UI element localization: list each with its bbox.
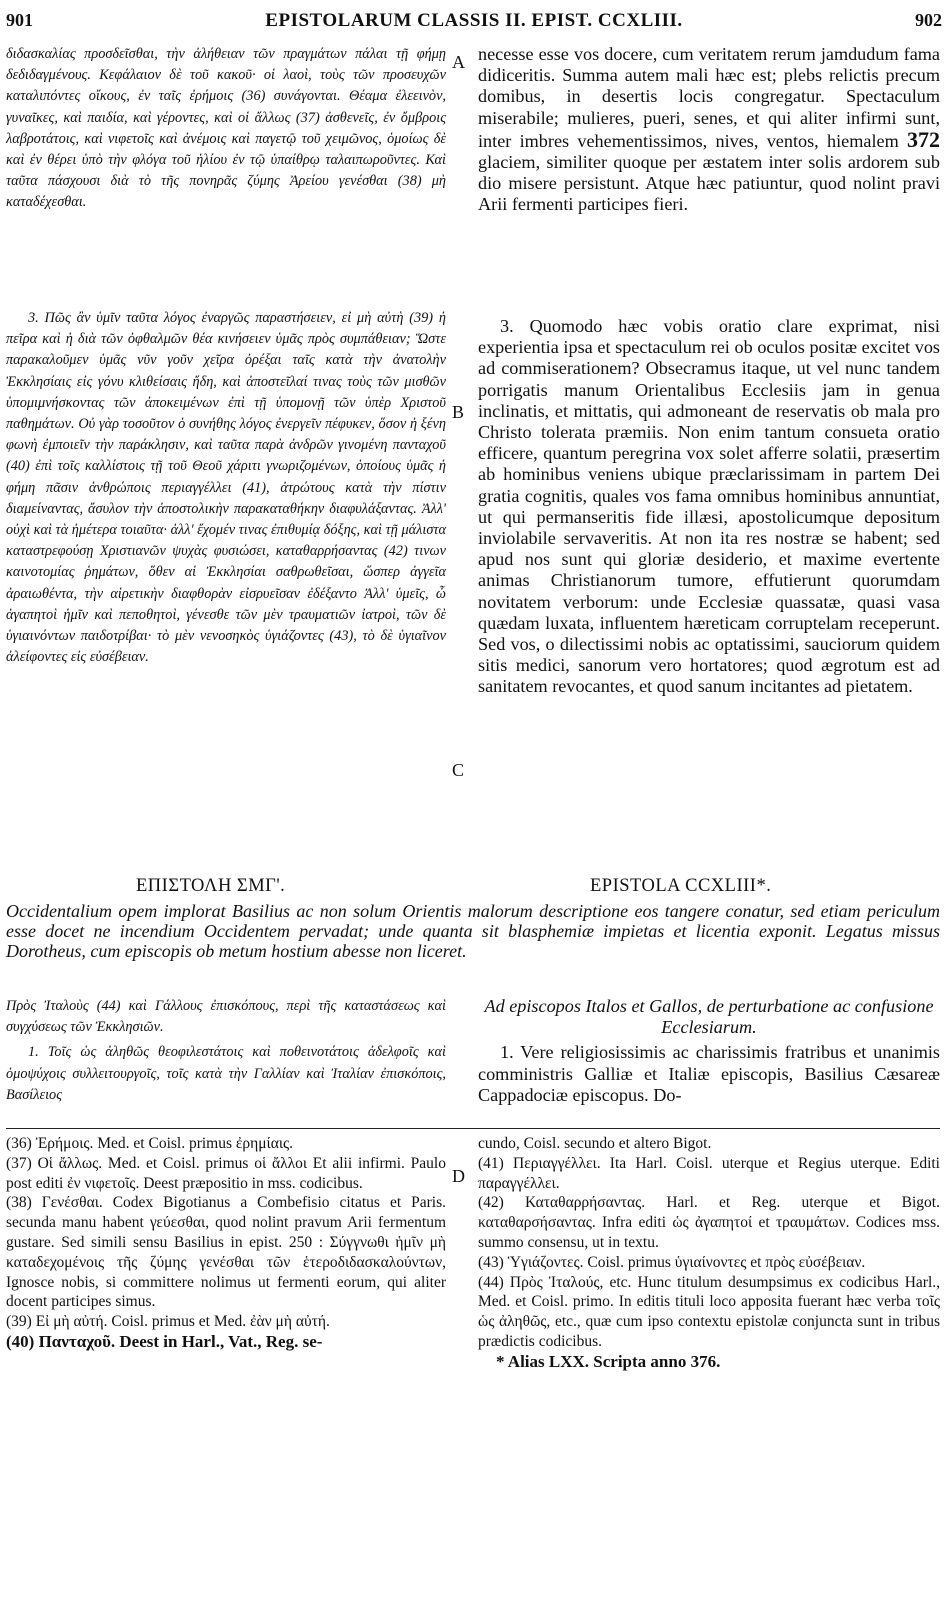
footnote: (42) Καταθαρρήσαντας. Harl. et Reg. uterque et Bigot. καταθαρσήσαντας. Infra editi ὡς ἀγαπητοί et τραυμάτων. Codices mss. summo consensu, ut in textu. (478, 1194, 940, 1251)
running-title: EPISTOLARUM CLASSIS II. EPIST. CCXLIII. (265, 10, 683, 31)
latin-address (478, 996, 940, 1106)
latin-paragraph-2 (478, 44, 940, 216)
greek-address (6, 996, 446, 1106)
page-number-right: 902 (915, 10, 942, 30)
footnote: (39) Εἰ μὴ αὐτή. Coisl. primus et Med. ἐὰν μὴ αὐτή. (6, 1313, 330, 1331)
footnote: (37) Οἱ ἄλλως. Med. et Coisl. primus οἱ ἄλλοι Et alii infirmi. Paulo post editi ἐν νιφετοῖς. Deest præpositio in mss. codicibus. (6, 1154, 446, 1192)
margin-number: 372 (907, 126, 940, 152)
address-latin: Ad episcopos Italos et Gallos, de perturbatione ac confusione Ecclesiarum. (484, 996, 934, 1038)
epistle-date-note: * Alias LXX. Scripta anno 376. (496, 1351, 721, 1371)
epistle-title-greek: ΕΠΙΣΤΟΛΗ ΣΜΓ'. (136, 876, 286, 896)
latin-text: 3. Quomodo hæc vobis oratio clare exprimat, nisi experientia ipsa et spectaculum rei ob oculos positæ excitet vos ad commiserationem? Obsecramus itaque, ut vel nunc tandem porrigatis manum Orientalibus Ecclesiis jam in genua inclinatis, et mittatis, qui admoneant de reservatis ob mala pro Christo tolerata præmiis. Non enim tantum consueta oratio efficere, quantum peregrina vox solet afferre solatii, præsertim ab hominibus veniens ubique præclarissimam in partem Dei gratia cognitis, quales vos fama omnibus hominibus annuntiat, ut qui permanseritis fide illæsi, apostolicumque depositum inviolabile servaveritis. At non ita res nostræ se habent; sed apud nos sunt qui gloriæ desiderio, et maxime evertente animas Christianorum tumore, effutierunt quorumdam novitatem verborum: unde Ecclesiæ quassatæ, quasi vasa quædam luxata, influentem hæreticam corruptelam receperunt. Sed vos, o dilectissimi nobis ac optatissimi, sauciorum quidem sitis medici, sanorum vero hortatores; quod ægrotum est ad sanitatem revocantes, et quod sanum incitantes ad pietatem. (478, 316, 940, 697)
greek-text: διδασκαλίας προσδεῖσθαι, τὴν ἀλήθειαν τῶν πραγμάτων πάλαι τῇ φήμῃ δεδιδαγμένους. Κεφάλαιον δὲ τοῦ κακοῦ· οἱ λαοὶ, τοὺς τῶν προσευχῶν καταλιπόντες οἴκους, ἐν ταῖς ἐρήμοις (36) συνάγονται. Θέαμα ἐλεεινὸν, γυναῖκες, καὶ παιδία, καὶ γέροντες, καὶ οἱ ἄλλως (37) ἀσθενεῖς, ἐν ὄμβροις λαβροτάτοις, καὶ νιφετοῖς καὶ ἀνέμοις καὶ παγετῷ τοῦ χειμῶνος, ὁμοίως δὲ καὶ ἐν θέρει ὑπὸ τὴν φλόγα τοῦ ἡλίου ἐν τῷ ὑπαίθρῳ ταλαιπωροῦντες. Καὶ ταῦτα πάσχουσι διὰ τὸ τῆς πονηρᾶς ζύμης Ἀρείου γενέσθαι (38) μὴ καταδέχεσθαι. (6, 46, 446, 211)
latin-paragraph-3 (478, 316, 940, 698)
address-greek: Πρὸς Ἰταλοὺς (44) καὶ Γάλλους ἐπισκόπους, περὶ τῆς καταστάσεως καὶ συγχύσεως τῶν Ἐκκλησιῶν. (6, 998, 446, 1036)
footnotes-left (6, 1134, 446, 1352)
footnote-rule (6, 1128, 940, 1129)
footnote: (43) Ὑγιάζοντες. Coisl. primus ὑγιαίνοντες et πρὸς εὐσέβειαν. (478, 1253, 866, 1271)
footnote: (38) Γενέσθαι. Codex Bigotianus a Combefisio citatus et Paris. secunda manu habent γεύεσθαι, quod nolint pravum Arii fermentum gustare. Sed simili sensu Basilius in epist. 250 : Σύγγνωθι ἡμῖν μὴ καταδεχομένοις τῆς ζύμης γενέσθαι τῶν ἑτεροδιδασκαλούντων, Ignosce nobis, si committere nolimus ut fermenti eorum, qui aliter docent participes simus. (6, 1194, 446, 1311)
margin-letter-d: D (452, 1166, 465, 1186)
opening-latin: 1. Vere religiosissimis ac charissimis fratribus et unanimis comministris Galliæ et Italiæ episcopis, Basilius Cæsareæ Cappadociæ episcopus. Do- (478, 1042, 940, 1105)
epistle-title-latin: EPISTOLA CCXLIII*. (590, 876, 772, 896)
footnotes-right (478, 1134, 940, 1372)
footnote: (44) Πρὸς Ἰταλούς, etc. Hunc titulum desumpsimus ex codicibus Harl., Med. et Coisl. primo. In editis tituli loco apposita fuerant hæc verba τοῖς ὡς ἀληθῶς, etc., quæ cum ipso contextu epistolæ conjuncta sunt in tribus prædictis codicibus. (478, 1273, 940, 1350)
footnote: (40) Πανταχοῦ. Deest in Harl., Vat., Reg. se- (6, 1331, 323, 1351)
footnote: cundo, Coisl. secundo et altero Bigot. (478, 1135, 712, 1152)
running-header (6, 10, 942, 36)
opening-greek: 1. Τοῖς ὡς ἀληθῶς θεοφιλεστάτοις καὶ ποθεινοτάτοις ἀδελφοῖς καὶ ὁμοψύχοις συλλειτουργοῖς, τοῖς κατὰ τὴν Γαλλίαν καὶ Ἰταλίαν ἐπισκόποις, Βασίλειος (6, 1044, 446, 1103)
margin-letter-c: C (452, 760, 465, 780)
greek-paragraph-3 (6, 308, 446, 668)
margin-letter-b: B (452, 402, 465, 422)
page-number-left: 901 (6, 10, 33, 30)
footnote: (41) Περιαγγέλλει. Ita Harl. Coisl. uterque et Regius uterque. Editi παραγγέλλει. (478, 1154, 940, 1192)
latin-text: necesse esse vos docere, cum veritatem rerum jamdudum fama didiceritis. Summa autem mali hæc est; plebs relictis precum domibus, in desertis locis congregatur. Spectaculum miserabile; mulieres, pueri, senes, et qui aliter infirmi sunt, inter imbres vehementissimos, nives, ventos, hiemalem 372 glaciem, similiter quoque per æstatem inter solis ardorem sub dio misere persistunt. Atque hæc patiuntur, quod nolint pravi Arii fermenti participes fieri. (478, 44, 940, 215)
footnote: (36) Ἐρήμοις. Med. et Coisl. primus ἐρημίαις. (6, 1135, 294, 1152)
greek-paragraph-2 (6, 44, 446, 214)
greek-text: 3. Πῶς ἂν ὑμῖν ταῦτα λόγος ἐναργῶς παραστήσειεν, εἰ μὴ αὐτὴ (39) ἡ πεῖρα καὶ ἡ διὰ τῶν ὀφθαλμῶν θέα κινήσειεν ὑμᾶς πρὸς συμπάθειαν; Ὥστε παρακαλοῦμεν ὑμᾶς νῦν γοῦν χεῖρα ὀρέξαι ταῖς κατὰ τὴν ἀνατολὴν Ἐκκλησίαις εἰς γόνυ κλιθείσαις ἤδη, καὶ ἀποστεῖλαί τινας τοὺς τῶν μισθῶν ὑπομιμνήσκοντας τῶν ἀποκειμένων ἐπὶ τῇ ὑπομονῇ τῶν ὑπὲρ Χριστοῦ παθημάτων. Οὐ γὰρ τοσοῦτον ὁ συνήθης λόγος ἐνεργεῖν πέφυκεν, ὅσον ἡ ξένη φωνὴ ἐμποιεῖν τὴν παράκλησιν, καὶ ταῦτα παρὰ ἀνδρῶν γινομένη πανταχοῦ (40) ἐπὶ τοῖς καλλίστοις τῇ τοῦ Θεοῦ χάριτι γνωριζομένων, ὁποίους ὑμᾶς ἡ φήμη πᾶσιν ἀνθρώποις περιαγγέλλει (41), ἀτρώτους κατὰ τὴν πίστιν διαμείναντας, ἄσυλον τὴν ἀποστολικὴν παρακαταθήκην διαφυλάξαντας. Ἀλλ' οὐχὶ καὶ τὰ ἡμέτερα τοιαῦτα· ἀλλ' ἔχομέν τινας ἐπιθυμίᾳ δόξης, καὶ τῇ μάλιστα καταστρεφούσῃ Χριστιανῶν ψυχὰς φυσιώσει, καταθαρρήσαντας (42) τινων καινοτομίας ῥημάτων, ὅθεν αἱ Ἐκκλησίαι σαθρωθεῖσαι, ὥσπερ ἀγγεῖα ἀραιωθέντα, τὴν αἱρετικὴν διαφθορὰν εἰσρυεῖσαν ἐδέξαντο Ἀλλ' ὑμεῖς, ὦ ἀγαπητοὶ ἡμῖν καὶ πεποθητοὶ, γένεσθε τῶν μὲν τραυματιῶν ἰατροὶ, τῶν δὲ ὑγιαινόντων παιδοτρίβαι· τὸ μὲν νενοσηκὸς ὑγιάζοντες (43), τὸ δὲ ὑγιαῖνον ἀλείφοντες εἰς εὐσέβειαν. (6, 310, 446, 666)
margin-letter-a: A (452, 52, 465, 72)
epistle-summary: Occidentalium opem implorat Basilius ac non solum Orientis malorum descriptione eos tangere conatur, sed etiam periculum esse docet ne incendium Occidentem pervadat; unde quanta sit blasphemiæ impietas et licentia exponit. Legatus missus Dorotheus, cum episcopis ob metum hostium abesse non liceret. (6, 901, 940, 961)
